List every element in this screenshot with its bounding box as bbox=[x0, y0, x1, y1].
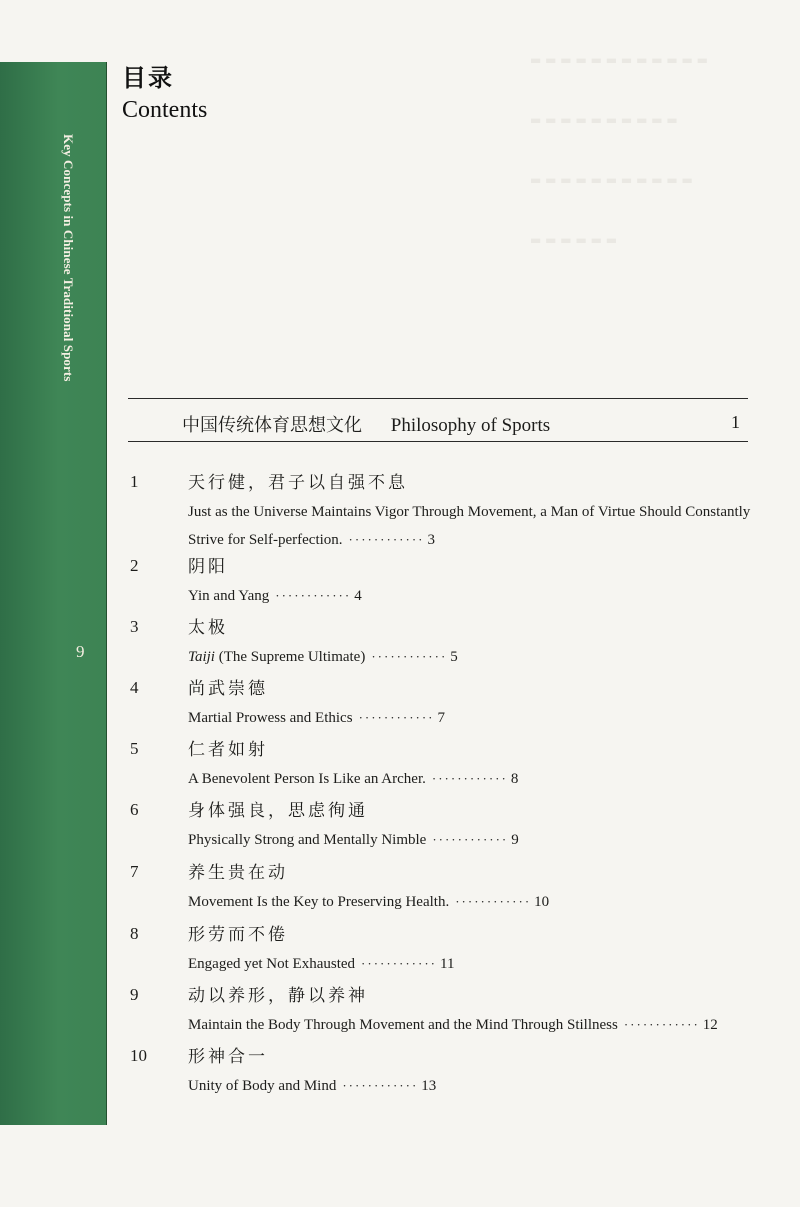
entry-page: 4 bbox=[354, 588, 362, 604]
entry-page: 11 bbox=[440, 956, 455, 972]
entry-page: 10 bbox=[534, 894, 550, 910]
entry-page: 12 bbox=[702, 1017, 718, 1033]
bleed-through-text: ▬ ▬ ▬ ▬ ▬ ▬ ▬ ▬ ▬ ▬ ▬ ▬ ▬ ▬ ▬ ▬ ▬ ▬ ▬ ▬ ▬ ▬ ▬ ▬ ▬ ▬ ▬ ▬ ▬ ▬ ▬ ▬ ▬ ▬ ▬ ▬ ▬ ▬ ▬ bbox=[530, 53, 709, 247]
entry-title-en-text: A Benevolent Person Is Like an Archer. bbox=[188, 771, 426, 787]
dot-leader: ············ bbox=[361, 956, 437, 971]
section-page-number: 1 bbox=[731, 412, 740, 432]
dot-leader: ············ bbox=[275, 588, 352, 603]
entry-title-zh: 阴阳 bbox=[188, 557, 228, 577]
entry-title-en-text: Yin and Yang bbox=[188, 588, 270, 604]
dot-leader: ············ bbox=[371, 649, 448, 664]
entry-title-en-text: Just as the Universe Maintains Vigor Through Movement, a Man of Virtue Should Constantly Strive for Self-perfection. bbox=[188, 504, 751, 548]
entry-title-en bbox=[188, 704, 754, 732]
dot-leader: ············ bbox=[358, 710, 435, 725]
dot-leader: ············ bbox=[348, 532, 425, 547]
entry-page: 13 bbox=[421, 1078, 437, 1094]
entry-title-en bbox=[188, 498, 754, 554]
entry-number: 6 bbox=[130, 800, 139, 819]
entry-title-en bbox=[188, 1072, 754, 1100]
entry-title-zh: 养生贵在动 bbox=[188, 863, 288, 883]
entry-title-en-text: Engaged yet Not Exhausted bbox=[188, 956, 356, 972]
dot-leader: ············ bbox=[455, 894, 532, 909]
entry-page: 9 bbox=[511, 832, 519, 848]
entry-page: 7 bbox=[437, 710, 446, 726]
entry-title-zh: 形劳而不倦 bbox=[188, 925, 288, 945]
section-title-zh: 中国传统体育思想文化 bbox=[182, 415, 362, 436]
entry-number: 2 bbox=[130, 556, 139, 575]
entry-title-en-text: Movement Is the Key to Preserving Health. bbox=[188, 894, 450, 910]
section-bottom-rule bbox=[128, 441, 748, 442]
entry-title-en bbox=[188, 643, 754, 671]
entry-title-en-text: Physically Strong and Mentally Nimble bbox=[188, 832, 427, 848]
dot-leader: ············ bbox=[623, 1017, 700, 1032]
entry-title-en-italic: Taiji bbox=[188, 649, 215, 665]
entry-number: 5 bbox=[130, 739, 139, 758]
entry-title-zh: 太极 bbox=[188, 618, 228, 638]
entry-title-zh: 形神合一 bbox=[188, 1047, 268, 1067]
entry-title-en-text: Unity of Body and Mind bbox=[188, 1078, 337, 1094]
entry-page: 3 bbox=[427, 532, 435, 548]
entry-number: 7 bbox=[130, 862, 139, 881]
page-title-en: Contents bbox=[122, 97, 208, 123]
entry-title-zh: 天行健，君子以自强不息 bbox=[188, 473, 408, 493]
section-heading bbox=[182, 411, 550, 437]
entry-page: 8 bbox=[510, 771, 519, 787]
entry-number: 3 bbox=[130, 617, 139, 636]
dot-leader: ············ bbox=[342, 1078, 419, 1093]
page-number: 9 bbox=[76, 642, 85, 661]
sidebar-band bbox=[0, 62, 107, 1125]
entry-number: 10 bbox=[130, 1046, 147, 1065]
entry-title-en-text: (The Supreme Ultimate) bbox=[214, 649, 366, 665]
entry-title-zh: 身体强良，思虑徇通 bbox=[188, 801, 368, 821]
entry-title-zh: 仁者如射 bbox=[188, 740, 268, 760]
dot-leader: ············ bbox=[432, 832, 509, 847]
section-top-rule bbox=[128, 398, 748, 399]
entry-title-en bbox=[188, 826, 754, 854]
entry-number: 8 bbox=[130, 924, 139, 943]
page-header bbox=[122, 58, 207, 124]
entry-number: 4 bbox=[130, 678, 139, 697]
entry-page: 5 bbox=[450, 649, 458, 665]
running-head: Key Concepts in Chinese Traditional Sports bbox=[61, 134, 76, 382]
entry-number: 9 bbox=[130, 985, 139, 1004]
entry-title-en bbox=[188, 950, 754, 978]
entry-title-en-text: Martial Prowess and Ethics bbox=[188, 710, 353, 726]
entry-title-zh: 尚武崇德 bbox=[188, 679, 268, 699]
dot-leader: ············ bbox=[431, 771, 508, 786]
page-title-zh: 目录 bbox=[122, 64, 174, 92]
entry-number: 1 bbox=[130, 472, 139, 491]
entry-title-en bbox=[188, 1011, 754, 1039]
entry-title-en bbox=[188, 582, 754, 610]
entry-title-zh: 动以养形，静以养神 bbox=[188, 986, 368, 1006]
section-title-en: Philosophy of Sports bbox=[390, 415, 551, 436]
entry-title-en-text: Maintain the Body Through Movement and the Mind Through Stillness bbox=[188, 1017, 618, 1033]
entry-title-en bbox=[188, 888, 754, 916]
entry-title-en bbox=[188, 765, 754, 793]
